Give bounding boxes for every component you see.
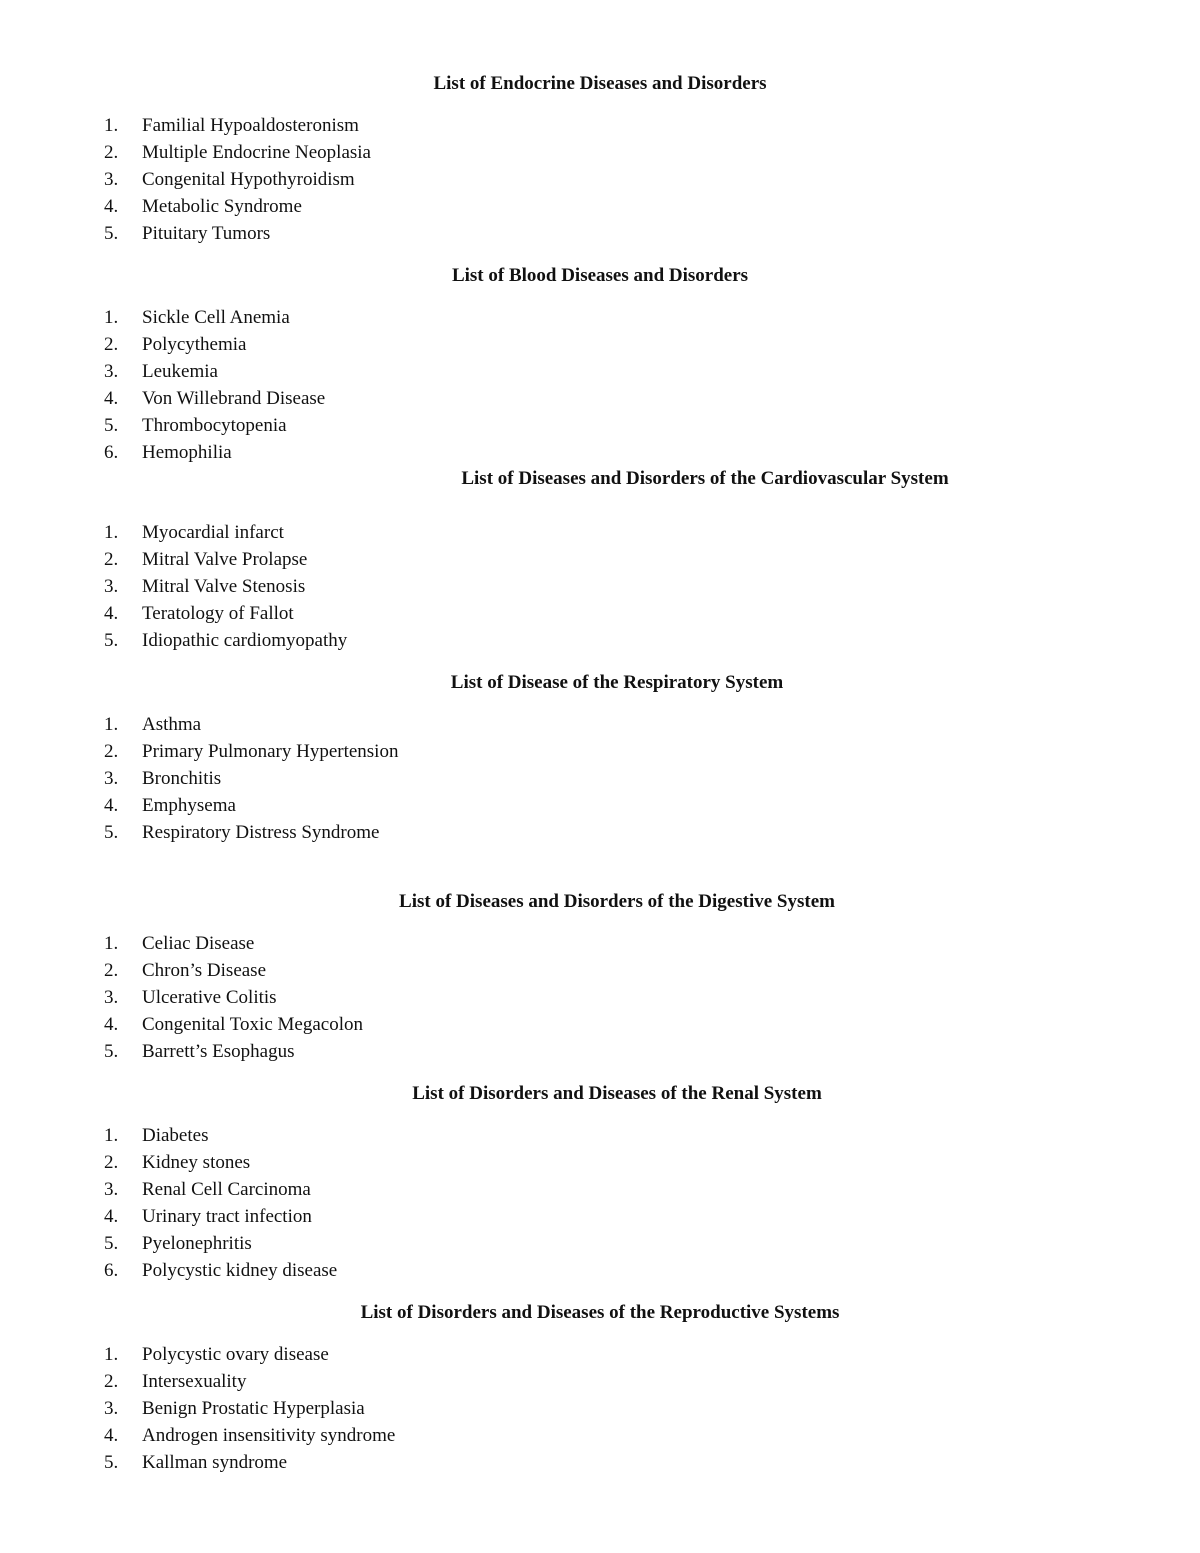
document-page: List of Endocrine Diseases and Disorders 1. Familial Hypoaldosteronism 2. Multiple Endocrine Neoplasia 3. Congenital Hypothyroidism 4. Metabolic Syndrome 5. Pituitary Tumors List of Blood Diseases and Disorders 1. Sickle Cell Anemia 2. Polycythemia 3. Leukemia 4. Von Willebrand Disease 5. Thrombocytopenia 6. Hemophilia List of Diseases and Disorders of the Cardiovascular System 1. Myocardial infarct 2. Mitral Valve Prolapse 3. Mitral Valve Stenosis 4. Teratology of Fallot 5. Idiopathic cardiomyopathy List of Disease of the Respiratory System 1. Asthma 2. Primary Pulmonary Hypertension 3. Bronchitis 4. Emphysema 5. Respiratory Distress Syndrome List of Diseases and Disorders of the Digestive System 1. Celiac Disease 2. Chron’s Disease 3. Ulcerative Colitis 4. Congenital Toxic Megacolon 5. Barrett’s Esophagus List of Disorders and Diseases of the Renal System 1. Diabetes 2. Kidney stones 3. Renal Cell Carcinoma 4. Urinary tract infection 5. Pyelonephritis 6. Polycystic kidney disease List of Disorders and Diseases of the Reproductive Systems 1. Polycystic ovary disease 2. Intersexuality 3. Benign Prostatic Hyperplasia 4. Androgen insensitivity syndrome 5. Kallman syndrome xyxy=(104,73,949,1473)
section-heading: List of Disorders and Diseases of the Reproductive Systems xyxy=(360,1302,840,1323)
section-heading: List of Diseases and Disorders of the Cardiovascular System xyxy=(461,468,949,489)
section-heading: List of Disorders and Diseases of the Renal System xyxy=(412,1083,822,1104)
section-heading: List of Blood Diseases and Disorders xyxy=(451,265,749,286)
section-heading: List of Endocrine Diseases and Disorders xyxy=(433,73,767,94)
section-heading: List of Disease of the Respiratory System xyxy=(450,672,784,693)
section-heading: List of Diseases and Disorders of the Digestive System xyxy=(399,891,835,912)
